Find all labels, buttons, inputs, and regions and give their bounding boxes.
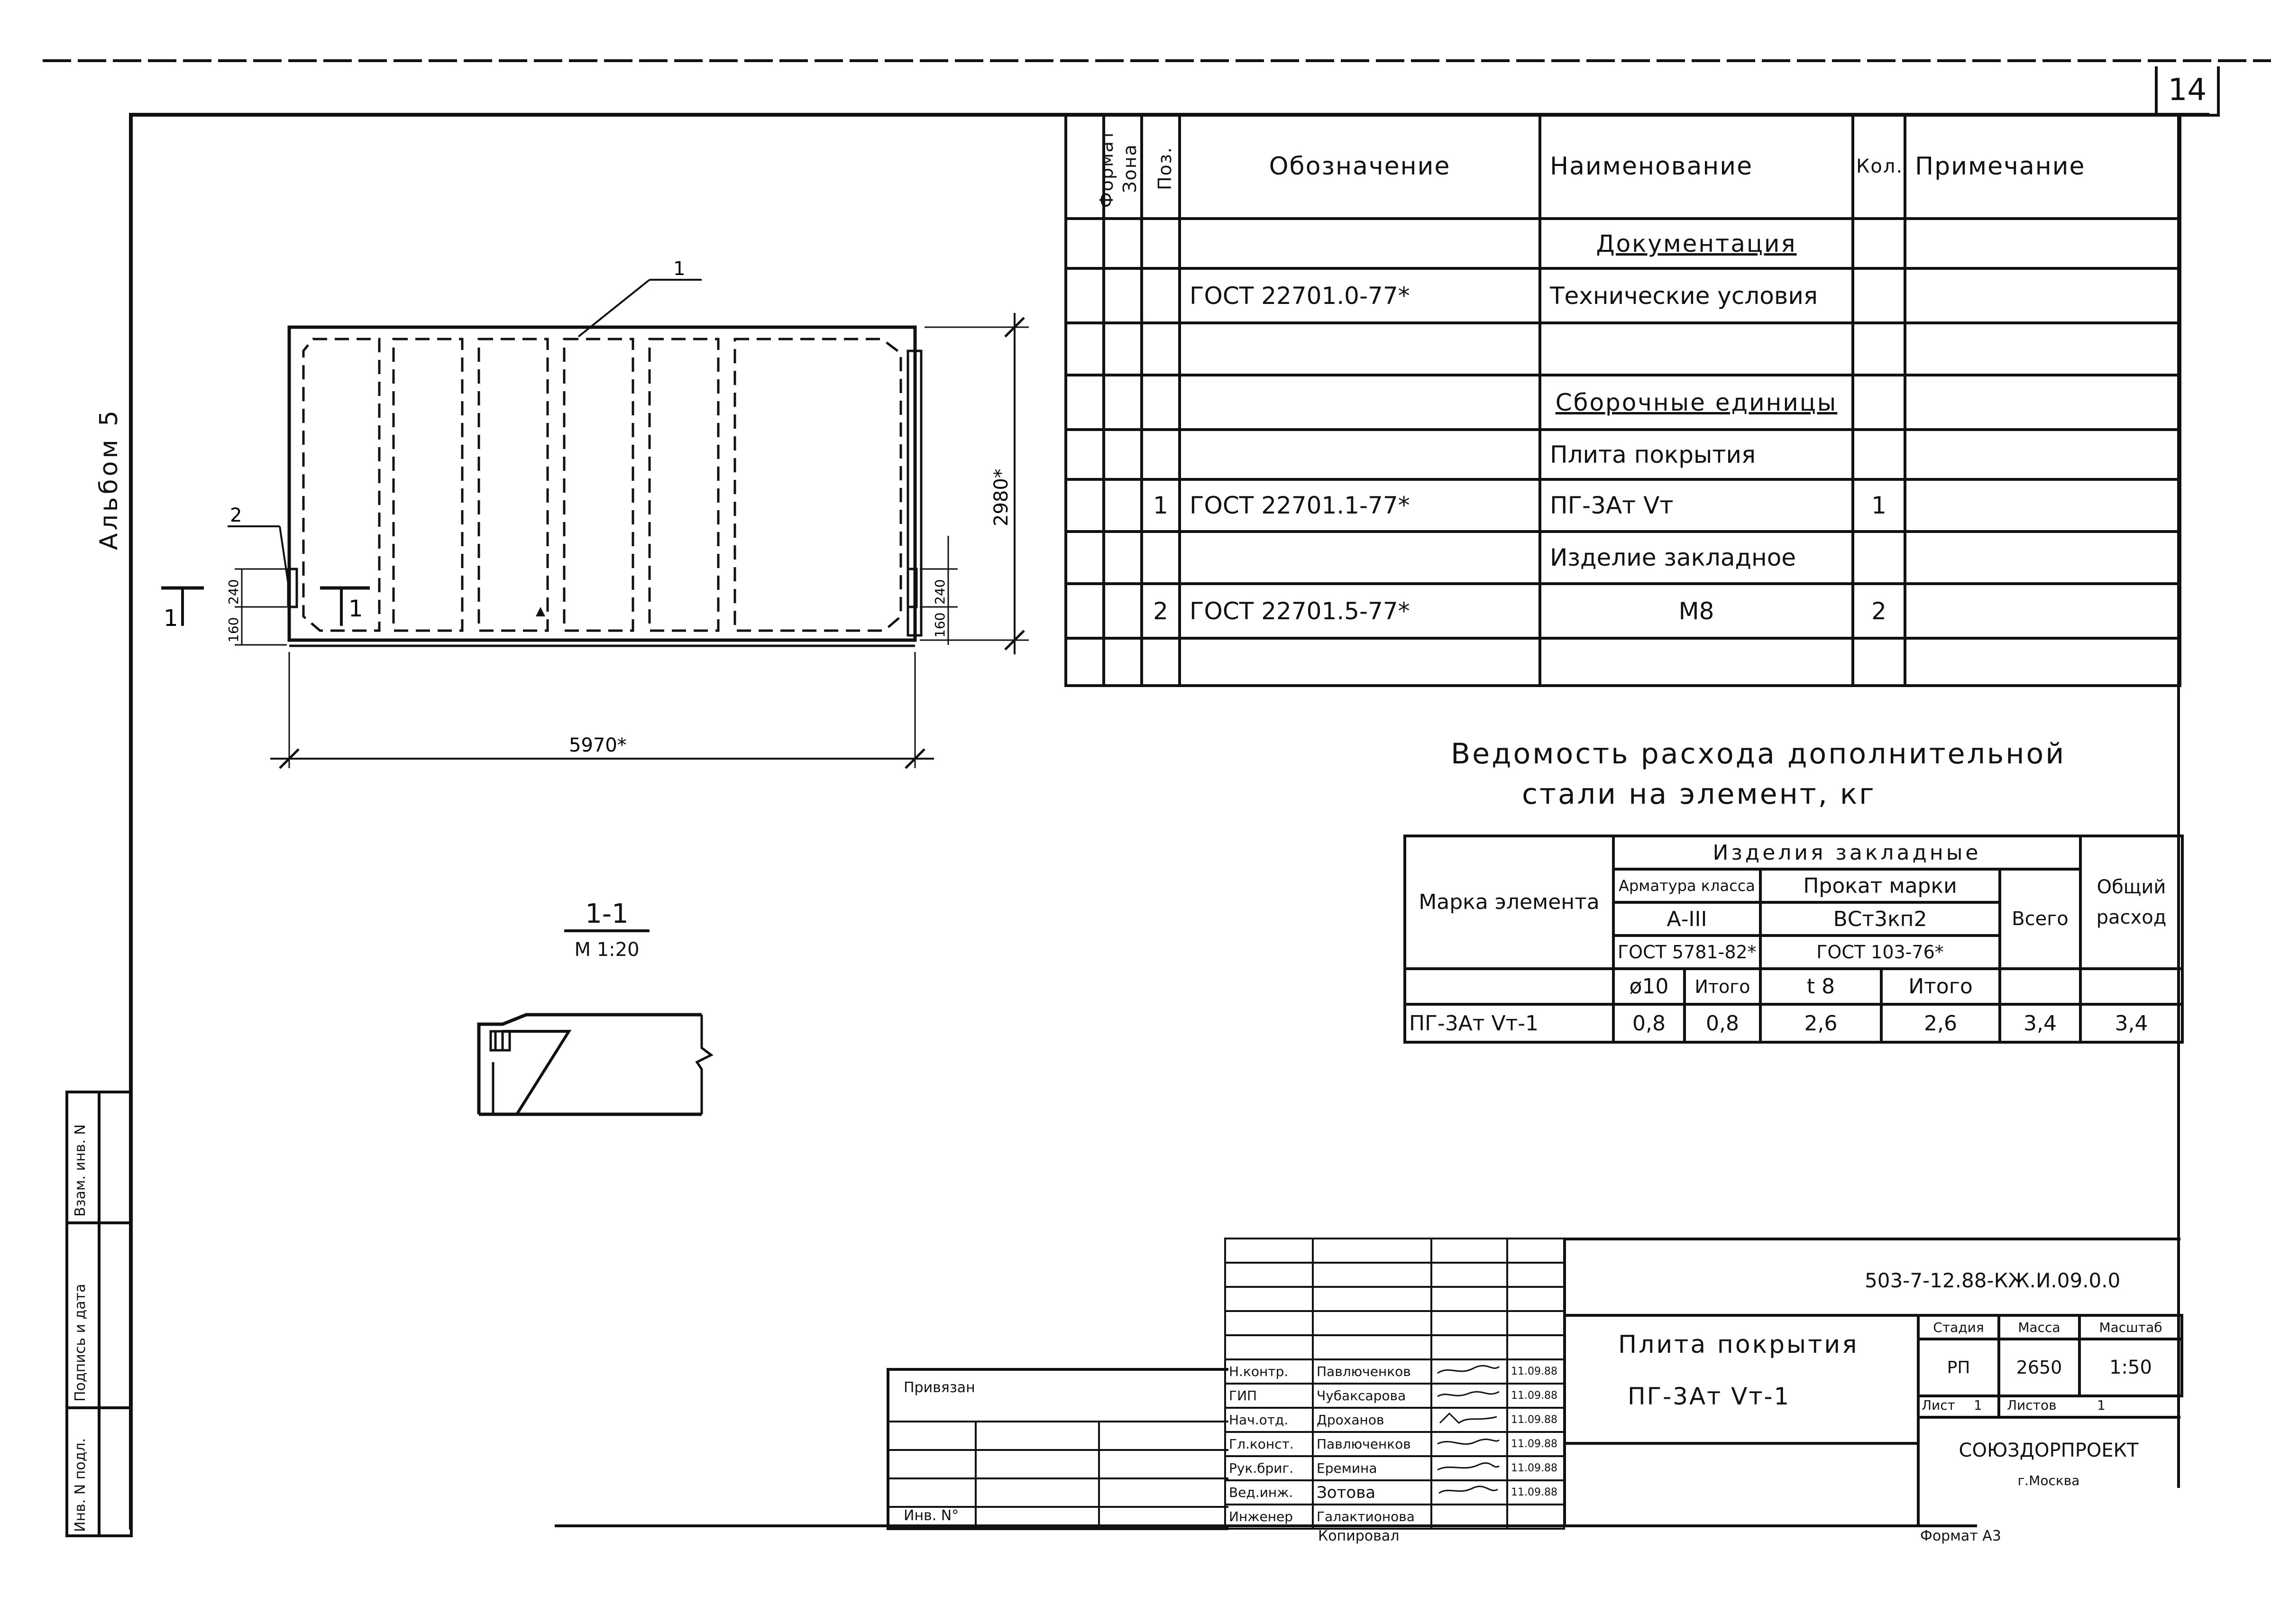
privyazan-block <box>887 1368 1228 1530</box>
spec-row <box>1066 638 2180 686</box>
rib-3 <box>479 339 548 631</box>
section-assembly: Сборочные единицы <box>1540 375 1853 430</box>
rib-6 <box>735 339 901 631</box>
dim-right-b: 160 <box>932 612 948 638</box>
h-t8: t 8 <box>1760 969 1881 1004</box>
city: г.Москва <box>2017 1473 2080 1488</box>
dim-left-b: 160 <box>226 617 241 642</box>
signature-row: Рук.бриг. Еремина 11.09.88 <box>1225 1456 1564 1480</box>
signature-row: Гл.конст. Павлюченков 11.09.88 <box>1225 1432 1564 1456</box>
h-mark: Марка элемента <box>1405 836 1613 969</box>
signature-row: Нач.отд. Дроханов 11.09.88 <box>1225 1408 1564 1432</box>
inv-no-label: Инв. N° <box>904 1507 959 1524</box>
sheet-number-box <box>2155 66 2220 117</box>
album-label: Альбом 5 <box>95 407 123 550</box>
section-documentation: Документация <box>1540 219 1853 268</box>
spec-row: 1 ГОСТ 22701.1-77* ПГ-3Ат Vт 1 <box>1066 479 2180 532</box>
dim-height: 2980* <box>990 468 1012 526</box>
slab-outline <box>289 327 915 640</box>
drawing-code: 503-7-12.88-КЖ.И.09.0.0 <box>1865 1269 2121 1292</box>
h-rebar-class: Арматура класса <box>1613 869 1760 902</box>
sheet-top-border <box>43 56 2271 65</box>
spec-row: ГОСТ 22701.0-77* Технические условия <box>1066 268 2180 323</box>
signature-row: Н.контр. Павлюченков 11.09.88 <box>1225 1359 1564 1384</box>
callout-1: 1 <box>673 258 686 280</box>
callout-2: 2 <box>230 505 242 526</box>
sheet-number: 14 <box>2168 73 2207 108</box>
dim-right-a: 240 <box>932 579 948 605</box>
stamp-vzam: Взам. инв. N <box>72 1124 89 1217</box>
rib-5 <box>650 339 718 631</box>
dim-width: 5970* <box>569 734 627 756</box>
stage-mass-scale: Стадия Масса Масштаб РП 2650 1:50 <box>1917 1314 2183 1397</box>
h-gost-rolled: ГОСТ 103-76* <box>1760 936 2000 969</box>
h-overall: Общий расход <box>2080 836 2182 969</box>
h-rolled: Прокат марки <box>1760 869 2000 902</box>
signature-row: ГИП Чубаксарова 11.09.88 <box>1225 1384 1564 1408</box>
section-1-1-drawing <box>474 1010 740 1124</box>
h-items: Изделия закладные <box>1613 836 2080 869</box>
signatures-table <box>1224 1238 1565 1530</box>
title-name-line1: Плита покрытия <box>1618 1330 1859 1359</box>
col-note: Примечание <box>1905 114 2180 219</box>
left-stamp <box>65 1091 133 1537</box>
steel-row: ПГ-3Ат Vт-1 0,8 0,8 2,6 2,6 3,4 3,4 <box>1405 1004 2182 1042</box>
scale-value: 1:50 <box>2079 1339 2182 1396</box>
privyazan-label: Привязан <box>904 1379 975 1396</box>
specification-table <box>1064 113 2181 687</box>
stamp-inv: Инв. N подл. <box>72 1438 89 1532</box>
spec-row: 2 ГОСТ 22701.5-77* М8 2 <box>1066 584 2180 638</box>
col-zone: Зона <box>1104 114 1142 219</box>
h-gost-rebar: ГОСТ 5781-82* <box>1613 936 1760 969</box>
format-label: Формат А3 <box>1920 1528 2001 1544</box>
col-pos: Поз. <box>1142 114 1180 219</box>
stamp-podpis: Подпись и дата <box>72 1284 89 1402</box>
h-d10: ø10 <box>1613 969 1685 1004</box>
col-format: Формат <box>1066 114 1104 219</box>
rib-2 <box>394 339 462 631</box>
h-itogo2: Итого <box>1881 969 2000 1004</box>
spec-row: Изделие закладное <box>1066 532 2180 584</box>
section-mark-left: 1 <box>164 605 178 632</box>
dim-left-a: 240 <box>226 579 241 605</box>
signature-row: Вед.инж. Зотова 11.09.88 <box>1225 1480 1564 1505</box>
spec-row <box>1066 323 2180 375</box>
rib-4 <box>564 339 633 631</box>
organization: СОЮЗДОРПРОЕКТ <box>1959 1440 2139 1461</box>
steel-title-line1: Ведомость расхода дополнительной <box>1451 737 2066 771</box>
h-itogo1: Итого <box>1685 969 1760 1004</box>
sheet-count-row: Лист 1 Листов 1 <box>1917 1395 2180 1419</box>
mass-value: 2650 <box>1999 1339 2079 1396</box>
col-designation: Обозначение <box>1180 114 1540 219</box>
steel-consumption-table <box>1403 835 2184 1044</box>
signature-row: Инженер Галактионова <box>1225 1505 1564 1529</box>
spec-row <box>1066 375 2180 430</box>
section-mark-right: 1 <box>348 596 363 622</box>
col-name: Наименование <box>1540 114 1853 219</box>
h-total: Всего <box>2000 869 2080 969</box>
title-block <box>1563 1238 2180 1525</box>
kopiroval-label: Копировал <box>1318 1528 1400 1544</box>
spec-row <box>1066 219 2180 268</box>
steel-title-line2: стали на элемент, кг <box>1522 778 1876 811</box>
h-rolled-val: ВСт3кп2 <box>1760 902 2000 936</box>
section-title: 1-1 <box>564 899 650 932</box>
section-scale: М 1:20 <box>574 939 640 961</box>
stage-value: РП <box>1918 1339 1999 1396</box>
col-qty: Кол. <box>1853 114 1905 219</box>
title-name-line2: ПГ-3Ат Vт-1 <box>1628 1383 1791 1410</box>
slab-plan-drawing <box>152 256 1053 797</box>
spec-row: Плита покрытия <box>1066 430 2180 479</box>
h-class-val: А-III <box>1613 902 1760 936</box>
